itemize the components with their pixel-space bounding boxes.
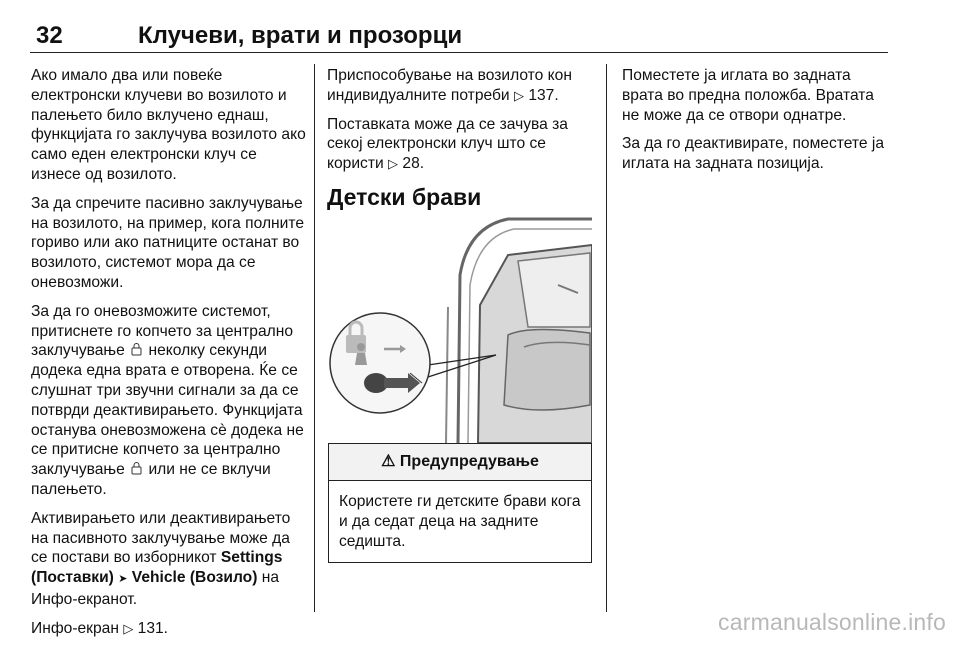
warning-title-text: Предупредување	[399, 453, 539, 470]
menu-arrow-icon: ➤	[118, 573, 128, 586]
section-heading: Детски брави	[327, 183, 482, 210]
menu-item-vehicle: Vehicle (Возило)	[131, 569, 258, 587]
column-right	[622, 66, 890, 183]
column-left	[31, 66, 306, 648]
page-title: Клучеви, врати и прозорци	[138, 22, 463, 49]
text-span: Активирањето или деактивирањето на пасивното заклучување може да се постави во изборникот	[31, 509, 291, 567]
column-middle	[327, 66, 592, 220]
paragraph: За да спречите пасивно заклучување на возилото, на пример, кога полните гориво или ако патниците останат во возилото, системот мора да се оневозможи.	[31, 194, 305, 291]
page-reference[interactable]: 28.	[402, 155, 425, 173]
paragraph	[31, 509, 306, 610]
paragraph	[327, 66, 592, 106]
text-span: Приспособување на возилото кон индивидуалните потреби	[327, 67, 572, 104]
text-span: Инфо-екран	[31, 619, 119, 637]
page-reference-icon: ▷	[388, 156, 399, 172]
warning-title	[329, 444, 591, 481]
page-reference[interactable]: 137.	[528, 86, 559, 104]
page-reference-icon: ▷	[513, 87, 524, 103]
text-span: на Инфо-екранот.	[31, 569, 280, 608]
column-divider	[314, 64, 315, 612]
warning-text: Користете ги детските брави кога и да седат деца на задните седишта.	[339, 493, 581, 550]
paragraph	[327, 115, 592, 174]
text-span: За да го оневозможите системот, притиснете го копчето за централно заклучување	[31, 302, 293, 360]
page-header	[30, 18, 888, 53]
column-divider	[606, 64, 607, 612]
page-reference[interactable]: 131.	[137, 619, 169, 637]
paragraph: Ако имало два или повеќе електронски клучеви во возилото и палењето било вклучено еднаш, функцијата го заклучува возилото ако само еден електронски клуч се изнесе од возилото.	[31, 67, 306, 183]
menu-item-settings: Settings (Поставки)	[31, 549, 283, 587]
paragraph	[31, 619, 306, 639]
watermark: carmanualsonline.info	[718, 609, 946, 635]
warning-box	[328, 443, 592, 563]
paragraph	[31, 302, 306, 500]
child-lock-illustration	[328, 215, 592, 443]
paragraph: Поместете ја иглата во задната врата во предна положба. Вратата не може да се отвори однатре.	[622, 67, 874, 124]
text-span: Поставката може да се зачува за секој електронски клуч што се користи	[327, 115, 568, 173]
lock-icon	[131, 461, 142, 475]
paragraph: За да го деактивирате, поместете ја иглата на задната позиција.	[622, 135, 885, 173]
page-reference-icon: ▷	[123, 620, 134, 636]
page-number: 32	[36, 22, 63, 49]
text-span: или не се вклучи палењето.	[31, 461, 271, 498]
warning-icon: ⚠	[381, 453, 396, 470]
text-span: неколку секунди додека една врата е отворена. Ќе се слушнат три звучни сигнали за да се потврди деактивирањето. Функцијата останува оневозможена сè додека не се притисне копчето за централно заклучување	[31, 342, 304, 479]
lock-icon	[131, 342, 142, 356]
